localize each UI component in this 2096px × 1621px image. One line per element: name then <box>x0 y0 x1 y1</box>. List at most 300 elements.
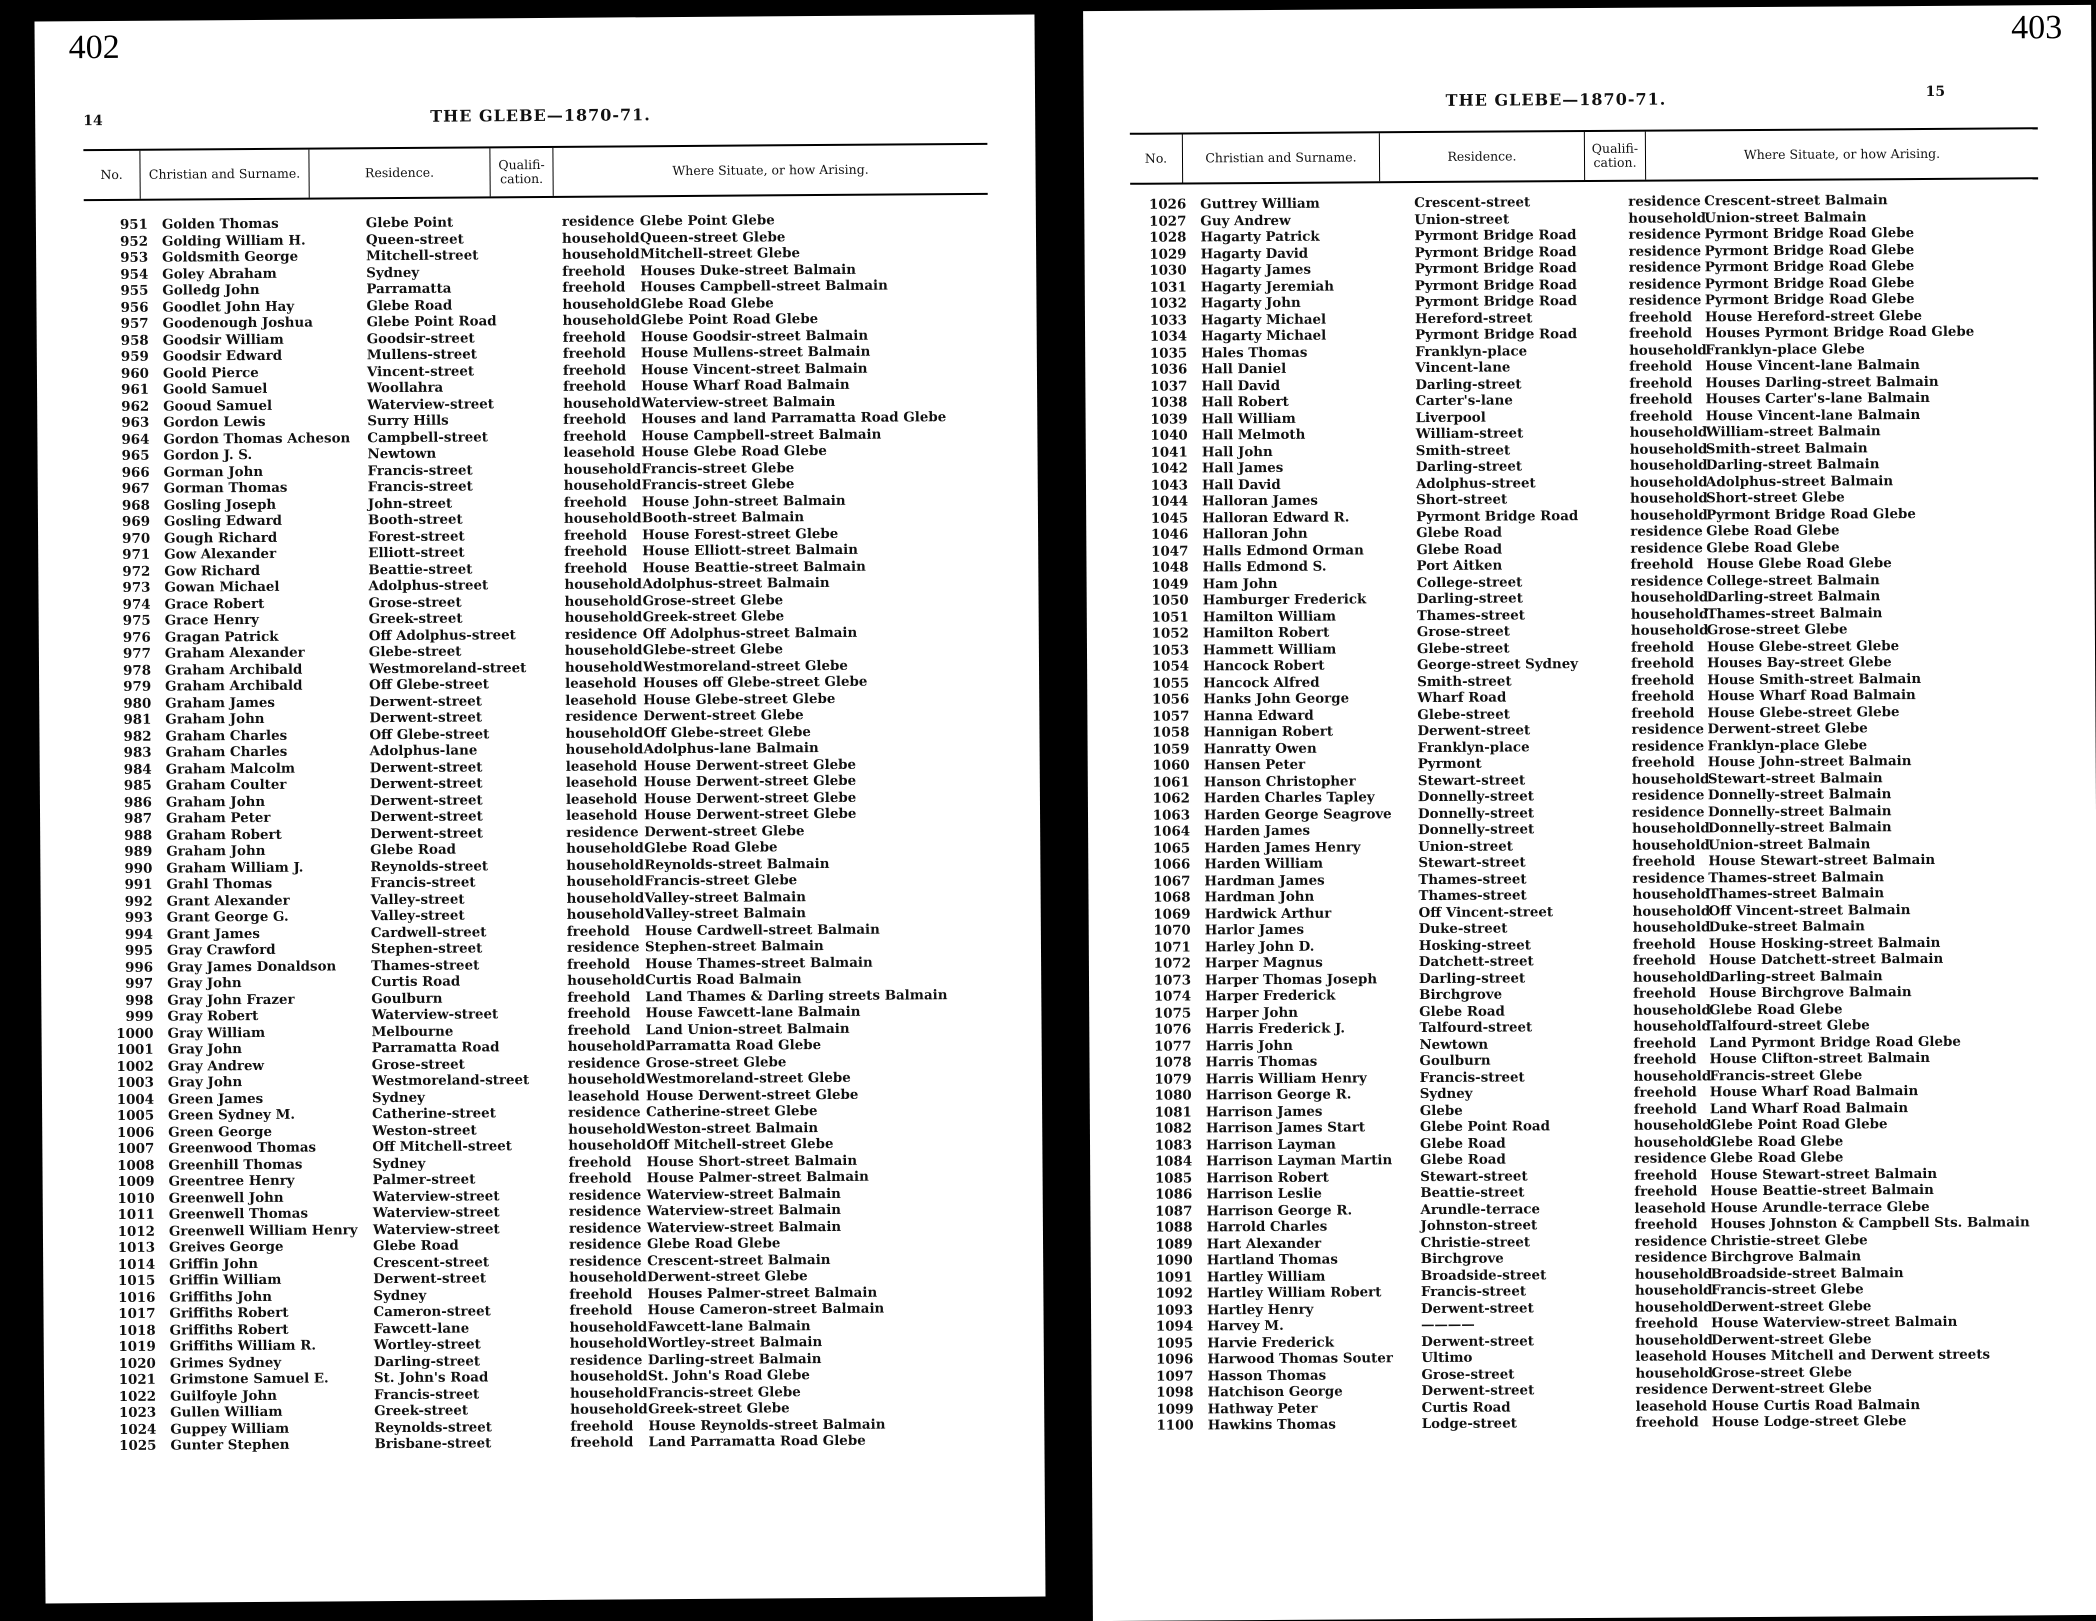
entry-number: 1086 <box>1154 1186 1193 1203</box>
entry-where: Off Adolphus-street Balmain <box>642 624 858 642</box>
entry-number: 975 <box>122 612 151 629</box>
entry-number: 1035 <box>1149 344 1188 362</box>
entry-residence: Grose-street <box>1416 623 1510 641</box>
entry-name: Gow Alexander <box>164 545 277 563</box>
entry-qualification: household <box>566 906 645 923</box>
entry-name: Gray James Donaldson <box>167 957 337 976</box>
entry-where: Short-street Glebe <box>1706 489 1845 507</box>
entry-where: Darling-street Balmain <box>1705 456 1880 474</box>
entry-name: Halls Edmond Orman <box>1202 541 1364 559</box>
entry-residence: Parramatta <box>366 280 452 298</box>
entry-name: Goldsmith George <box>162 248 299 266</box>
entry-qualification: household <box>568 1137 646 1154</box>
entry-qualification: freehold <box>566 922 630 940</box>
entry-name: Gow Richard <box>164 562 261 580</box>
entry-qualification: residence <box>1628 292 1702 309</box>
entry-where: Pyrmont Bridge Road Glebe <box>1704 241 1915 259</box>
entry-number: 1079 <box>1154 1070 1192 1088</box>
entry-where: Waterview-street Balmain <box>646 1185 841 1203</box>
entry-name: Graham John <box>166 842 266 860</box>
entry-residence: Smith-street <box>1417 672 1512 690</box>
entry-qualification: household <box>1631 770 1710 788</box>
header-qualification: Qualifi-cation. <box>1585 132 1646 180</box>
entry-number: 1067 <box>1153 872 1191 890</box>
entry-where: Pyrmont Bridge Road Glebe <box>1704 225 1915 243</box>
entry-name: Hall Melmoth <box>1201 426 1306 444</box>
entry-residence: Derwent-street <box>1421 1332 1534 1350</box>
entry-qualification: residence <box>1628 259 1702 276</box>
entry-where: Land Thames & Darling streets Balmain <box>645 986 948 1005</box>
entry-where: Donnelly-street Balmain <box>1707 786 1892 804</box>
entry-where: House Hereford-street Glebe <box>1704 307 1923 325</box>
entry-number: 1031 <box>1149 278 1187 296</box>
entry-qualification: freehold <box>1629 325 1693 342</box>
entry-residence: Off Glebe-street <box>369 676 489 694</box>
entry-where: Grose-street Glebe <box>642 591 784 609</box>
register-rows <box>80 211 1029 1455</box>
entry-name: Hall James <box>1201 459 1284 477</box>
entry-number: 1050 <box>1151 592 1189 609</box>
entry-where: Francis-street Glebe <box>1710 1281 1864 1299</box>
folio-number: 403 <box>2011 9 2063 47</box>
entry-where: House Birchgrove Balmain <box>1709 984 1912 1002</box>
entry-number: 965 <box>121 447 150 464</box>
entry-number: 971 <box>122 546 151 563</box>
entry-qualification: household <box>567 1071 646 1088</box>
entry-qualification: residence <box>568 1219 642 1237</box>
entry-residence: Curtis Road <box>371 973 461 991</box>
entry-residence: Sydney <box>373 1287 427 1304</box>
entry-residence: Datchett-street <box>1418 953 1534 971</box>
entry-qualification: household <box>1629 473 1708 491</box>
entry-qualification: freehold <box>1629 374 1693 392</box>
entry-qualification: household <box>565 724 644 742</box>
entry-residence: Beattie-street <box>368 560 473 578</box>
entry-where: Donnelly-street Balmain <box>1708 819 1892 837</box>
entry-qualification: leasehold <box>565 691 637 709</box>
entry-where: House Elliott-street Balmain <box>642 541 859 560</box>
entry-qualification: household <box>570 1401 648 1418</box>
entry-number: 1013 <box>117 1239 156 1256</box>
entry-residence: Derwent-street <box>369 775 483 793</box>
entry-number: 1053 <box>1151 641 1190 659</box>
entry-qualification: residence <box>1634 1249 1708 1266</box>
entry-name: Hancock Alfred <box>1203 674 1320 691</box>
entry-residence: Donnelly-street <box>1417 804 1535 822</box>
entry-name: Grahl Thomas <box>166 875 273 893</box>
entry-residence: Newtown <box>367 445 437 463</box>
entry-number: 1083 <box>1154 1136 1193 1154</box>
entry-qualification: household <box>569 1335 648 1352</box>
entry-residence: Birchgrove <box>1419 986 1503 1004</box>
entry-residence: Ultimo <box>1421 1349 1473 1367</box>
entry-where: House Waterview-street Balmain <box>1711 1313 1958 1332</box>
entry-residence: George-street Sydney <box>1417 656 1579 674</box>
entry-number: 976 <box>122 629 151 646</box>
entry-name: Hancock Robert <box>1203 657 1325 675</box>
entry-number: 1039 <box>1150 410 1188 428</box>
entry-number: 970 <box>122 530 151 547</box>
entry-residence: Crescent-street <box>373 1253 490 1271</box>
entry-where: Derwent-street Glebe <box>1707 720 1868 738</box>
entry-name: Gray John <box>167 1074 243 1091</box>
entry-name: Green George <box>168 1123 273 1141</box>
entry-qualification: freehold <box>1632 952 1696 969</box>
entry-residence: Sydney <box>1419 1085 1473 1103</box>
entry-where: Francis-street Glebe <box>641 459 795 477</box>
entry-residence: Pyrmont Bridge Road <box>1415 326 1578 344</box>
entry-residence: Franklyn-place <box>1417 738 1530 756</box>
entry-where: House Palmer-street Balmain <box>646 1168 869 1187</box>
entry-where: Grose-street Glebe <box>1711 1363 1853 1381</box>
entry-residence: Glebe Road <box>1416 524 1503 542</box>
entry-name: Harrison Layman <box>1205 1136 1336 1153</box>
entry-residence: Derwent-street <box>369 791 483 809</box>
entry-residence: Queen-street <box>365 231 464 248</box>
entry-residence: Glebe Road <box>372 1237 459 1255</box>
entry-where: Adolphus-lane Balmain <box>643 740 819 758</box>
entry-name: Harwood Thomas Souter <box>1207 1350 1393 1368</box>
entry-qualification: freehold <box>562 361 626 379</box>
entry-where: House Reynolds-street Balmain <box>648 1416 886 1434</box>
entry-residence: Off Vincent-street <box>1418 903 1554 921</box>
entry-name: Guttrey William <box>1200 195 1320 213</box>
entry-number: 1080 <box>1154 1087 1192 1104</box>
entry-number: 1089 <box>1155 1235 1193 1253</box>
entry-residence: William-street <box>1415 425 1524 443</box>
entry-where: House Derwent-street Glebe <box>643 789 857 807</box>
entry-name: Griffiths William R. <box>169 1337 317 1355</box>
entry-where: Union-street Balmain <box>1704 208 1867 226</box>
entry-number: 955 <box>120 282 149 299</box>
entry-name: Harden Charles Tapley <box>1203 789 1375 807</box>
entry-qualification: freehold <box>1633 1084 1697 1101</box>
entry-number: 958 <box>120 332 149 349</box>
entry-name: Graham Charles <box>165 727 288 745</box>
entry-qualification: freehold <box>569 1302 633 1319</box>
entry-number: 968 <box>121 497 150 514</box>
entry-qualification: freehold <box>570 1417 634 1435</box>
entry-where: St. John's Road Glebe <box>647 1367 810 1385</box>
entry-where: House Glebe-street Glebe <box>1707 703 1900 721</box>
entry-where: Greek-street Glebe <box>648 1400 790 1418</box>
entry-where: House Short-street Balmain <box>646 1152 858 1170</box>
entry-name: Hasson Thomas <box>1207 1367 1327 1384</box>
entry-qualification: household <box>1634 1298 1713 1316</box>
entry-where: Glebe Road Glebe <box>1709 1000 1843 1018</box>
entry-qualification: household <box>566 856 645 874</box>
entry-where: House Curtis Road Balmain <box>1711 1396 1921 1414</box>
entry-qualification: household <box>1630 506 1708 524</box>
entry-qualification: freehold <box>568 1170 632 1187</box>
entry-name: Goley Abraham <box>162 265 277 283</box>
entry-name: Griffiths John <box>169 1288 272 1306</box>
entry-number: 1057 <box>1152 707 1190 725</box>
entry-number: 1047 <box>1151 542 1189 560</box>
entry-qualification: residence <box>561 213 635 230</box>
entry-residence: Grose-street <box>1421 1365 1515 1383</box>
entry-name: Harlor James <box>1204 921 1305 939</box>
entry-qualification: household <box>1629 440 1708 458</box>
entry-qualification: freehold <box>567 1021 631 1039</box>
entry-residence: Goodsir-street <box>366 329 475 347</box>
entry-number: 1100 <box>1156 1417 1194 1434</box>
entry-name: Golledg John <box>162 281 260 299</box>
entry-number: 1014 <box>117 1256 156 1273</box>
entry-where: William-street Balmain <box>1705 423 1881 441</box>
entry-number: 1060 <box>1152 757 1190 774</box>
entry-residence: Derwent-street <box>370 824 483 842</box>
entry-number: 1095 <box>1155 1334 1194 1352</box>
entry-qualification: residence <box>1631 721 1705 738</box>
entry-residence: Vincent-lane <box>1415 359 1511 377</box>
entry-qualification: freehold <box>1628 308 1693 326</box>
entry-number: 1090 <box>1155 1252 1193 1269</box>
header-name: Christian and Surname. <box>1183 133 1380 182</box>
entry-name: Grimes Sydney <box>169 1354 282 1372</box>
entry-where: Valley-street Balmain <box>644 905 807 923</box>
entry-residence: Fawcett-lane <box>373 1320 470 1337</box>
entry-name: Harden George Seagrove <box>1203 805 1392 823</box>
entry-residence: Brisbane-street <box>374 1435 492 1453</box>
entry-qualification: household <box>1628 209 1706 227</box>
entry-qualification: freehold <box>1633 1034 1697 1052</box>
entry-where: Greek-street Glebe <box>642 608 785 626</box>
entry-residence: Glebe Point Road <box>366 313 497 331</box>
entry-where: Waterview-street Balmain <box>646 1201 842 1220</box>
entry-number: 951 <box>119 216 148 233</box>
entry-name: Harper John <box>1205 1004 1298 1021</box>
entry-name: Harper Thomas Joseph <box>1204 970 1378 988</box>
entry-where: Parramatta Road Glebe <box>645 1037 822 1055</box>
entry-number: 991 <box>124 876 153 893</box>
entry-name: Greenwood Thomas <box>168 1139 317 1157</box>
entry-residence: Hosking-street <box>1418 936 1532 954</box>
entry-where: Glebe Point Road Glebe <box>1709 1116 1888 1134</box>
entry-name: Gordon J. S. <box>163 447 253 464</box>
entry-name: Guy Andrew <box>1200 212 1291 229</box>
entry-number: 1029 <box>1149 245 1187 263</box>
entry-number: 1018 <box>118 1322 156 1339</box>
entry-name: Hagarty Michael <box>1201 327 1327 345</box>
entry-name: Hamilton Robert <box>1202 624 1330 642</box>
entry-where: House John-street Balmain <box>1707 753 1912 771</box>
entry-name: Goold Pierce <box>162 364 259 382</box>
entry-number: 1042 <box>1150 460 1188 477</box>
entry-name: Halls Edmond S. <box>1202 558 1327 576</box>
entry-number: 1087 <box>1155 1202 1193 1220</box>
entry-residence: Glebe <box>1419 1102 1463 1119</box>
left-page <box>34 15 1045 1604</box>
entry-qualification: household <box>1629 424 1708 441</box>
entry-where: House Beattie-street Balmain <box>1710 1181 1934 1200</box>
entry-name: Hartley William <box>1206 1268 1326 1285</box>
entry-qualification: leasehold <box>1635 1397 1708 1415</box>
entry-qualification: freehold <box>567 988 631 1006</box>
entry-where: House Vincent-street Balmain <box>640 360 868 378</box>
entry-residence: Grose-street <box>371 1056 465 1073</box>
header-residence: Residence. <box>1380 132 1585 181</box>
entry-name: Hannigan Robert <box>1203 723 1334 741</box>
entry-qualification: leasehold <box>565 675 637 692</box>
entry-where: House Datchett-street Balmain <box>1708 950 1944 969</box>
entry-qualification: leasehold <box>565 790 638 808</box>
entry-residence: Vincent-street <box>366 362 475 380</box>
entry-number: 980 <box>123 695 152 712</box>
entry-number: 1036 <box>1149 361 1188 378</box>
entry-where: Grose-street Glebe <box>1706 621 1848 639</box>
entry-name: Hartley Henry <box>1206 1301 1314 1318</box>
entry-name: Hanratty Owen <box>1203 740 1317 757</box>
entry-where: House Beattie-street Balmain <box>642 558 866 576</box>
entry-where: Land Union-street Balmain <box>645 1020 850 1038</box>
entry-number: 1021 <box>118 1371 157 1388</box>
entry-residence: Short-street <box>1416 491 1508 509</box>
entry-residence: Off Adolphus-street <box>368 626 516 644</box>
entry-number: 1019 <box>118 1338 156 1355</box>
entry-residence: Talfourd-street <box>1419 1019 1533 1037</box>
entry-name: Gray Crawford <box>166 941 276 959</box>
entry-name: Green Sydney M. <box>168 1106 296 1124</box>
entry-number: 1023 <box>118 1404 157 1421</box>
entry-where: Booth-street Balmain <box>641 509 805 527</box>
entry-where: Francis-street Glebe <box>644 872 798 890</box>
entry-residence: Valley-street <box>370 891 465 908</box>
entry-name: Goodsir William <box>162 331 284 349</box>
entry-number: 999 <box>125 1008 154 1025</box>
entry-number: 1010 <box>117 1190 155 1207</box>
entry-number: 994 <box>124 926 153 943</box>
entry-where: Waterview-street Balmain <box>646 1218 842 1236</box>
entry-where: Pyrmont Bridge Road Glebe <box>1706 505 1916 523</box>
entry-residence: Arundle-terrace <box>1420 1200 1541 1218</box>
entry-name: Griffin William <box>169 1271 282 1289</box>
entry-number: 1049 <box>1151 575 1189 593</box>
entry-name: Harrison Layman Martin <box>1206 1152 1393 1170</box>
entry-where: Derwent-street Glebe <box>643 707 804 725</box>
entry-qualification: leasehold <box>1634 1199 1706 1217</box>
entry-residence: Forest-street <box>368 528 465 545</box>
entry-qualification: residence <box>1631 787 1705 804</box>
entry-number: 1092 <box>1155 1285 1193 1302</box>
entry-where: Glebe Road Glebe <box>1709 1132 1844 1150</box>
entry-number: 969 <box>121 513 151 530</box>
entry-where: Derwent-street Glebe <box>1710 1297 1872 1315</box>
entry-where: Houses Campbell-street Balmain <box>640 277 888 296</box>
entry-residence: Pyrmont Bridge Road <box>1414 293 1577 311</box>
entry-where: House Derwent-street Glebe <box>643 805 857 824</box>
entry-qualification: household <box>1633 1018 1711 1035</box>
entry-residence: Donnelly-street <box>1418 821 1535 839</box>
entry-qualification: freehold <box>1630 638 1695 656</box>
entry-residence: Crescent-street <box>1414 194 1531 212</box>
entry-qualification: residence <box>564 625 638 643</box>
entry-where: Crescent-street Balmain <box>647 1251 831 1269</box>
entry-name: Hall John <box>1201 443 1273 460</box>
entry-qualification: residence <box>1632 869 1705 887</box>
entry-number: 1044 <box>1150 493 1189 510</box>
entry-qualification: residence <box>566 939 640 956</box>
entry-where: Land Pyrmont Bridge Road Glebe <box>1709 1033 1961 1051</box>
entry-residence: Pyrmont Bridge Road <box>1414 227 1577 245</box>
entry-residence: Stephen-street <box>370 940 483 958</box>
entry-name: Gullen William <box>170 1403 283 1421</box>
entry-where: Valley-street Balmain <box>644 888 806 906</box>
entry-where: Stephen-street Balmain <box>644 938 824 956</box>
entry-name: Hammett William <box>1202 641 1337 658</box>
entry-where: Glebe Road Glebe <box>1706 538 1840 556</box>
entry-residence: Darling-street <box>1415 458 1523 476</box>
entry-number: 985 <box>123 777 152 794</box>
entry-qualification: household <box>1632 836 1710 854</box>
entry-qualification: household <box>1633 1133 1712 1151</box>
entry-number: 1085 <box>1154 1169 1193 1187</box>
entry-where: House Forest-street Glebe <box>642 525 839 543</box>
entry-number: 1061 <box>1152 773 1190 791</box>
entry-name: Harden William <box>1204 855 1324 873</box>
entry-number: 1075 <box>1153 1004 1192 1022</box>
entry-residence: Francis-street <box>367 478 473 496</box>
entry-residence: College-street <box>1416 573 1523 591</box>
entry-qualification: residence <box>569 1351 643 1369</box>
entry-qualification: residence <box>566 823 639 841</box>
header-where: Where Situate, or how Arising. <box>672 161 869 178</box>
entry-number: 979 <box>123 678 152 695</box>
entry-residence: Pyrmont Bridge Road <box>1416 507 1579 525</box>
entry-number: 982 <box>123 728 152 745</box>
entry-residence: Sydney <box>372 1155 426 1172</box>
entry-where: House Goodsir-street Balmain <box>640 327 869 345</box>
entry-number: 1081 <box>1154 1103 1192 1121</box>
entry-number: 1022 <box>118 1388 157 1405</box>
entry-number: 1041 <box>1150 443 1188 461</box>
entry-name: Graham Charles <box>165 743 288 761</box>
entry-residence: Stewart-street <box>1418 854 1526 872</box>
entry-number: 972 <box>122 563 151 580</box>
entry-where: House Hosking-street Balmain <box>1708 934 1941 952</box>
entry-where: Darling-street Balmain <box>1706 588 1881 606</box>
entry-number: 1004 <box>116 1091 155 1108</box>
entry-number: 1094 <box>1155 1318 1194 1335</box>
header-where: Where Situate, or how Arising. <box>1743 145 1941 162</box>
entry-where: Franklyn-place Glebe <box>1707 736 1868 754</box>
entry-residence: Pyrmont Bridge Road <box>1414 243 1577 261</box>
entry-name: Harrison James <box>1205 1103 1323 1120</box>
entry-where: Francis-street Glebe <box>641 476 795 494</box>
entry-number: 1033 <box>1149 311 1188 329</box>
entry-number: 1055 <box>1151 674 1190 692</box>
entry-where: House Vincent-lane Balmain <box>1705 356 1920 375</box>
entry-name: Hansen Peter <box>1203 756 1306 774</box>
entry-qualification: household <box>1633 1117 1712 1134</box>
entry-number: 1065 <box>1152 839 1191 857</box>
entry-where: House Lodge-street Glebe <box>1711 1413 1907 1431</box>
entry-where: Reynolds-street Balmain <box>644 855 830 873</box>
entry-number: 1026 <box>1148 196 1187 213</box>
entry-where: Derwent-street Glebe <box>1711 1380 1872 1398</box>
entry-where: Houses Johnston & Campbell Sts. Balmain <box>1710 1214 2030 1233</box>
entry-residence: Liverpool <box>1415 409 1486 426</box>
entry-qualification: leasehold <box>565 774 638 791</box>
entry-residence: Derwent-street <box>369 808 483 826</box>
entry-residence: Glebe-street <box>1416 640 1510 657</box>
entry-residence: Glebe-street <box>368 643 462 661</box>
entry-qualification: leasehold <box>565 807 638 824</box>
entry-qualification: household <box>562 295 641 313</box>
entry-number: 1008 <box>117 1157 155 1174</box>
entry-qualification: household <box>1630 622 1709 639</box>
entry-residence: Francis-street <box>367 461 473 479</box>
